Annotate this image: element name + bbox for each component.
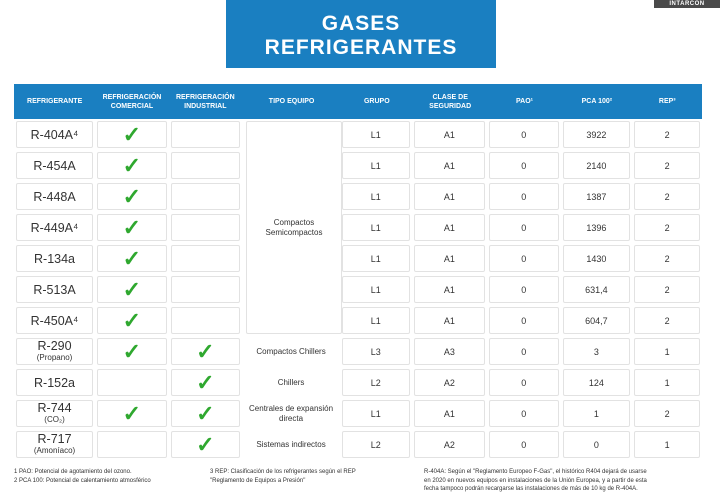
refrigerants-table bbox=[14, 84, 702, 460]
table-row bbox=[14, 181, 702, 212]
footnote-rep-1: 3 REP: Clasificación de los refrigerantes según el REP bbox=[210, 469, 356, 475]
header-tipo: TIPO EQUIPO bbox=[268, 98, 315, 105]
clase-cell: A1 bbox=[414, 214, 485, 241]
grupo-cell: L1 bbox=[342, 183, 410, 210]
header-clase: CLASE DE SEGURIDAD bbox=[429, 93, 472, 110]
footnote-pao: 1 PAO: Potencial de agotamiento del ozono. bbox=[14, 469, 132, 475]
pca-cell: 1396 bbox=[563, 214, 631, 241]
refrigerant-code: R-152a bbox=[34, 375, 76, 390]
pao-cell: 0 bbox=[489, 276, 559, 303]
header-pao: PAO¹ bbox=[516, 98, 534, 105]
refrigerant-name bbox=[16, 214, 93, 241]
page-title: GASES REFRIGERANTES bbox=[264, 12, 458, 59]
clase-cell: A1 bbox=[414, 152, 485, 179]
rep-cell: 2 bbox=[634, 245, 700, 272]
refrigerant-name bbox=[16, 183, 93, 210]
checkmark-icon: ✓ bbox=[196, 400, 215, 426]
clase-cell: A1 bbox=[414, 183, 485, 210]
grupo-cell: L2 bbox=[342, 431, 410, 458]
industrial-cell bbox=[171, 431, 241, 458]
rep-cell: 2 bbox=[634, 214, 700, 241]
grupo-cell: L1 bbox=[342, 121, 410, 148]
commercial-cell bbox=[97, 431, 167, 458]
pao-cell: 0 bbox=[489, 183, 559, 210]
checkmark-icon: ✓ bbox=[122, 245, 142, 271]
pao-cell: 0 bbox=[489, 307, 559, 334]
commercial-cell bbox=[97, 276, 167, 303]
footnote-rep-2: "Reglamento de Equipos a Presión" bbox=[210, 477, 306, 484]
table-row bbox=[14, 274, 702, 305]
header-industrial: REFRIGERACIÓN INDUSTRIAL bbox=[175, 93, 235, 110]
pca-cell: 1 bbox=[563, 400, 631, 427]
pao-cell: 0 bbox=[489, 245, 559, 272]
pca-cell: 0 bbox=[563, 431, 631, 458]
checkmark-icon: ✓ bbox=[196, 338, 215, 364]
table-header bbox=[14, 84, 702, 119]
industrial-cell bbox=[171, 245, 241, 272]
tipo-spacer bbox=[244, 214, 338, 241]
refrigerant-code: R-290 bbox=[37, 338, 72, 353]
checkmark-icon: ✓ bbox=[196, 369, 215, 395]
grupo-cell: L1 bbox=[342, 214, 410, 241]
tipo-spacer bbox=[244, 276, 338, 303]
pca-cell: 124 bbox=[563, 369, 631, 396]
grupo-cell: L2 bbox=[342, 369, 410, 396]
pca-cell: 1430 bbox=[563, 245, 631, 272]
refrigerant-name bbox=[16, 121, 93, 148]
commercial-cell bbox=[97, 121, 167, 148]
intarcon-logo: INTARCON bbox=[654, 0, 720, 8]
pca-cell: 3 bbox=[563, 338, 631, 365]
tipo-label: Centrales de expansión directa bbox=[249, 403, 334, 423]
table-body bbox=[14, 119, 702, 460]
tipo-label: Chillers bbox=[277, 377, 305, 387]
industrial-cell bbox=[171, 121, 241, 148]
refrigerant-code: R-449A⁴ bbox=[30, 220, 79, 235]
tipo-label: Sistemas indirectos bbox=[256, 439, 326, 449]
header-comercial: REFRIGERACIÓN COMERCIAL bbox=[102, 93, 162, 110]
industrial-cell bbox=[171, 400, 241, 427]
industrial-cell bbox=[171, 183, 241, 210]
clase-cell: A2 bbox=[414, 369, 485, 396]
checkmark-icon: ✓ bbox=[122, 338, 142, 364]
refrigerant-code: R-448A bbox=[33, 189, 76, 204]
header-grupo: GRUPO bbox=[363, 98, 390, 105]
footnote-col-1 bbox=[14, 468, 151, 485]
footnote-col-3 bbox=[424, 468, 647, 494]
grupo-cell: L1 bbox=[342, 152, 410, 179]
refrigerant-name bbox=[16, 431, 93, 458]
tipo-spacer bbox=[244, 152, 338, 179]
table-row bbox=[14, 305, 702, 336]
footnote-r404a-3: fecha tampoco podrán recargarse las instalaciones de más de 10 kg de R-404A. bbox=[424, 486, 638, 492]
commercial-cell bbox=[97, 369, 167, 396]
commercial-cell bbox=[97, 307, 167, 334]
commercial-cell bbox=[97, 152, 167, 179]
grupo-cell: L3 bbox=[342, 338, 410, 365]
clase-cell: A1 bbox=[414, 245, 485, 272]
pca-cell: 604,7 bbox=[563, 307, 631, 334]
clase-cell: A3 bbox=[414, 338, 485, 365]
commercial-cell bbox=[97, 183, 167, 210]
pao-cell: 0 bbox=[489, 338, 559, 365]
refrigerant-common-name: (CO₂) bbox=[44, 414, 65, 424]
pca-cell: 2140 bbox=[563, 152, 631, 179]
industrial-cell bbox=[171, 152, 241, 179]
grupo-cell: L1 bbox=[342, 276, 410, 303]
refrigerant-common-name: (Amoníaco) bbox=[33, 445, 76, 455]
pao-cell: 0 bbox=[489, 369, 559, 396]
table-row bbox=[14, 243, 702, 274]
refrigerant-name bbox=[16, 276, 93, 303]
industrial-cell bbox=[171, 276, 241, 303]
grupo-cell: L1 bbox=[342, 245, 410, 272]
table-row bbox=[14, 398, 702, 429]
table-row bbox=[14, 336, 702, 367]
pca-cell: 3922 bbox=[563, 121, 631, 148]
checkmark-icon: ✓ bbox=[122, 183, 142, 209]
footnote-r404a-2: en 2020 en nuevos equipos en instalaciones de la Unión Europea, y a partir de esta bbox=[424, 477, 647, 484]
industrial-cell bbox=[171, 214, 241, 241]
checkmark-icon: ✓ bbox=[122, 121, 142, 147]
tipo-cell bbox=[244, 400, 338, 427]
refrigerant-name bbox=[16, 369, 93, 396]
rep-cell: 1 bbox=[634, 369, 700, 396]
refrigerant-code: R-744 bbox=[37, 400, 72, 415]
tipo-cell bbox=[244, 369, 338, 396]
industrial-cell bbox=[171, 307, 241, 334]
pao-cell: 0 bbox=[489, 214, 559, 241]
table-row bbox=[14, 429, 702, 460]
page-subtitle: QUE SE UTILIZAN ACTUALMENTE bbox=[277, 66, 445, 76]
tipo-spacer bbox=[244, 307, 338, 334]
pao-cell: 0 bbox=[489, 152, 559, 179]
industrial-cell bbox=[171, 369, 241, 396]
tipo-cell bbox=[244, 338, 338, 365]
checkmark-icon: ✓ bbox=[122, 214, 142, 240]
checkmark-icon: ✓ bbox=[122, 152, 142, 178]
clase-cell: A1 bbox=[414, 276, 485, 303]
refrigerant-code: R-513A bbox=[33, 282, 76, 297]
rep-cell: 2 bbox=[634, 183, 700, 210]
checkmark-icon: ✓ bbox=[122, 400, 142, 426]
refrigerant-name bbox=[16, 338, 93, 365]
tipo-spacer bbox=[244, 245, 338, 272]
table-row bbox=[14, 367, 702, 398]
refrigerant-name bbox=[16, 400, 93, 427]
pca-cell: 1387 bbox=[563, 183, 631, 210]
commercial-cell bbox=[97, 214, 167, 241]
pao-cell: 0 bbox=[489, 121, 559, 148]
footnote-col-2 bbox=[210, 468, 356, 485]
clase-cell: A2 bbox=[414, 431, 485, 458]
tipo-merged-label: Compactos Semicompactos bbox=[265, 217, 323, 237]
refrigerant-common-name: (Propano) bbox=[36, 352, 73, 362]
industrial-cell bbox=[171, 338, 241, 365]
refrigerant-code: R-134a bbox=[34, 251, 76, 266]
header-rep: REP³ bbox=[658, 98, 676, 105]
refrigerant-name bbox=[16, 307, 93, 334]
table-row bbox=[14, 212, 702, 243]
refrigerant-code: R-450A⁴ bbox=[30, 313, 79, 328]
commercial-cell bbox=[97, 245, 167, 272]
grupo-cell: L1 bbox=[342, 400, 410, 427]
refrigerant-code: R-454A bbox=[33, 158, 76, 173]
footnote-pca: 2 PCA 100: Potencial de calentamiento atmosférico bbox=[14, 477, 151, 484]
checkmark-icon: ✓ bbox=[196, 431, 215, 457]
grupo-cell: L1 bbox=[342, 307, 410, 334]
rep-cell: 2 bbox=[634, 276, 700, 303]
table-row bbox=[14, 150, 702, 181]
refrigerant-code: R-404A⁴ bbox=[30, 127, 79, 142]
table-row bbox=[14, 119, 702, 150]
clase-cell: A1 bbox=[414, 121, 485, 148]
tipo-spacer bbox=[244, 121, 338, 148]
pca-cell: 631,4 bbox=[563, 276, 631, 303]
clase-cell: A1 bbox=[414, 307, 485, 334]
rep-cell: 1 bbox=[634, 431, 700, 458]
footnote-r404a-1: R-404A: Según el "Reglamento Europeo F-Gas", el histórico R404 dejará de usarse bbox=[424, 469, 647, 475]
rep-cell: 2 bbox=[634, 152, 700, 179]
refrigerant-name bbox=[16, 152, 93, 179]
tipo-cell bbox=[244, 431, 338, 458]
checkmark-icon: ✓ bbox=[122, 307, 142, 333]
checkmark-icon: ✓ bbox=[122, 276, 142, 302]
tipo-spacer bbox=[244, 183, 338, 210]
pao-cell: 0 bbox=[489, 431, 559, 458]
refrigerant-name bbox=[16, 245, 93, 272]
commercial-cell bbox=[97, 400, 167, 427]
clase-cell: A1 bbox=[414, 400, 485, 427]
commercial-cell bbox=[97, 338, 167, 365]
refrigerant-code: R-717 bbox=[37, 431, 72, 446]
rep-cell: 2 bbox=[634, 307, 700, 334]
rep-cell: 2 bbox=[634, 400, 700, 427]
pao-cell: 0 bbox=[489, 400, 559, 427]
rep-cell: 1 bbox=[634, 338, 700, 365]
header-refrigerante: REFRIGERANTE bbox=[27, 98, 83, 105]
header-pca: PCA 100² bbox=[581, 98, 613, 105]
title-banner bbox=[226, 0, 496, 76]
tipo-label: Compactos Chillers bbox=[256, 346, 326, 356]
rep-cell: 2 bbox=[634, 121, 700, 148]
